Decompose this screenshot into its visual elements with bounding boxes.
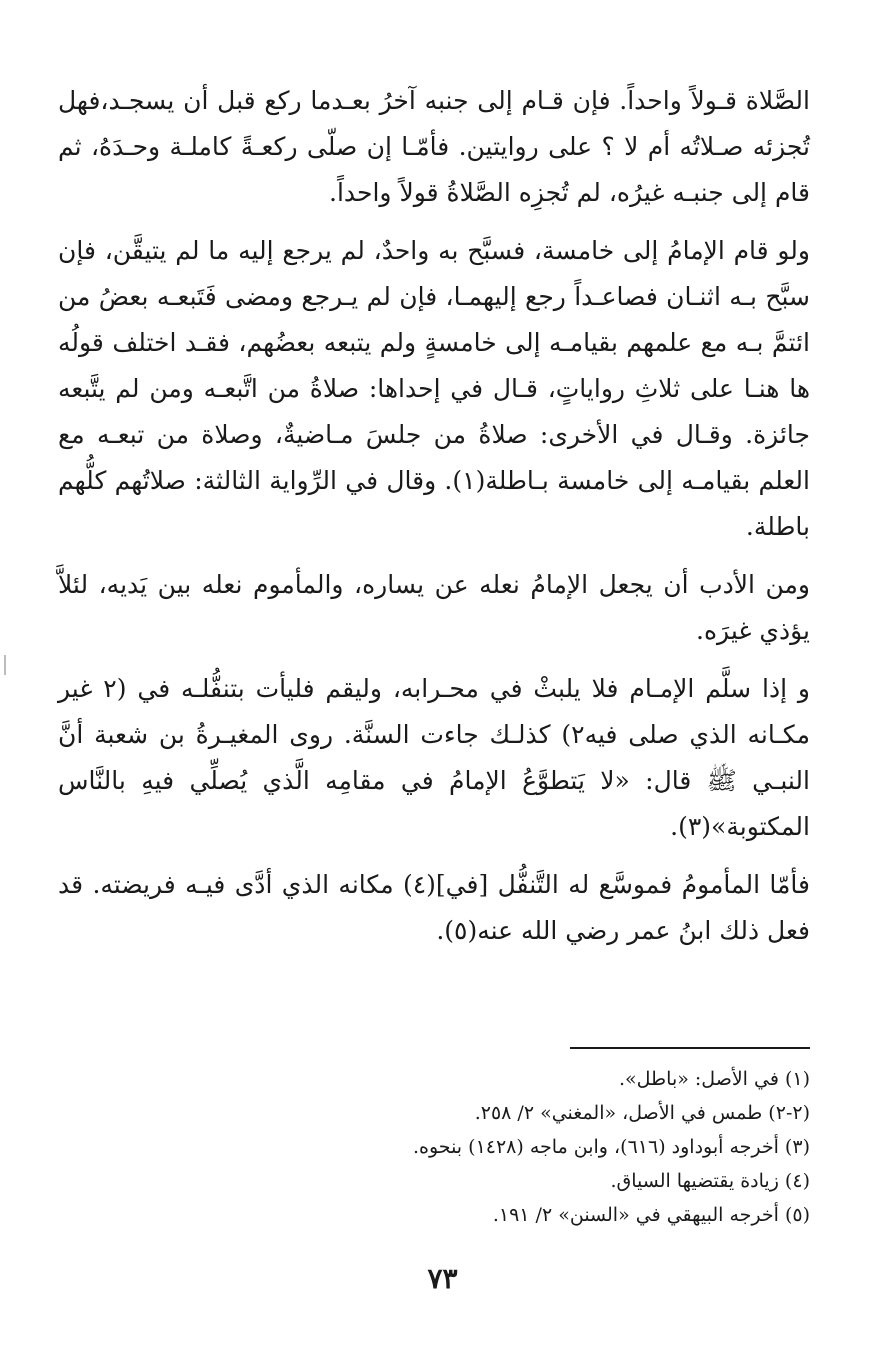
footnotes: [110, 1062, 810, 1232]
paragraph: و إذا سلَّم الإمـام فلا يلبثْ في محـرابه، وليقم فليأت بتنفُّلـه في (٢ غير مكـانه الذي صلى فيه٢) كذلـك جاءت السنَّة. روى المغيـرةُ بن شعبة أنَّ النبـي ﷺ قال: «لا يَتطوَّعُ الإمامُ في مقامِه الَّذي يُصلِّي فيهِ بالنَّاس المكتوبة»(٣).: [58, 674, 810, 841]
footnote-item: (٢-٢) طمس في الأصل، «المغني» ٢/ ٢٥٨.: [474, 1102, 810, 1124]
footnote-separator: [570, 1047, 810, 1049]
scan-edge-mark: [4, 655, 6, 675]
paragraph: الصَّلاة قـولاً واحداً. فإن قـام إلى جنبه آخرُ بعـدما ركع قبل أن يسجـد،فهل تُجزئه صـلاتُه أم لا ؟ على روايتين. فأمّـا إن صلّى ركعـةً كاملـة وحـدَهُ، ثم قام إلى جنبـه غيرُه، لم تُجزِه الصَّلاةُ قولاً واحداً.: [58, 86, 810, 207]
paragraph: ومن الأدب أن يجعل الإمامُ نعله عن يساره، والمأموم نعله بين يَديه، لئلاَّ يؤذي غيرَه.: [58, 570, 810, 645]
footnote-item: (٣) أخرجه أبوداود (٦١٦)، وابن ماجه (١٤٢٨) بنحوه.: [413, 1136, 810, 1158]
page-number: ٧٣: [427, 1262, 458, 1295]
footnote-item: (٥) أخرجه البيهقي في «السنن» ٢/ ١٩١.: [492, 1204, 810, 1226]
footnote-item: (٤) زيادة يقتضيها السياق.: [610, 1170, 810, 1192]
paragraph: فأمّا المأمومُ فموسَّع له التَّنفُّل [في](٤) مكانه الذي أدَّى فيـه فريضته. قد فعل ذلك ابنُ عمر رضي الله عنه(٥).: [58, 870, 810, 945]
page-body: [58, 78, 810, 966]
paragraph: ولو قام الإمامُ إلى خامسة، فسبَّح به واحدٌ، لم يرجع إليه ما لم يتيقَّن، فإن سبَّح بـه اثنـان فصاعـداً رجع إليهمـا، فإن لم يـرجع ومضى فَتَبعـه بعضُ من ائتمَّ بـه مع علمهم بقيامـه إلى خامسةٍ ولم يتبعه بعضُهم، فقـد اختلف قولُه ها هنـا على ثلاثِ رواياتٍ، قـال في إحداها: صلاةُ من اتَّبعـه ومن لم يتَّبعه جائزة. وقـال في الأخرى: صلاةُ من جلسَ مـاضيةٌ، وصلاة من تبعـه مع العلم بقيامـه إلى خامسة بـاطلة(١). وقال في الرِّواية الثالثة: صلاتُهم كلُّهم باطلة.: [58, 236, 810, 541]
footnote-item: (١) في الأصل: «باطل».: [618, 1068, 810, 1090]
